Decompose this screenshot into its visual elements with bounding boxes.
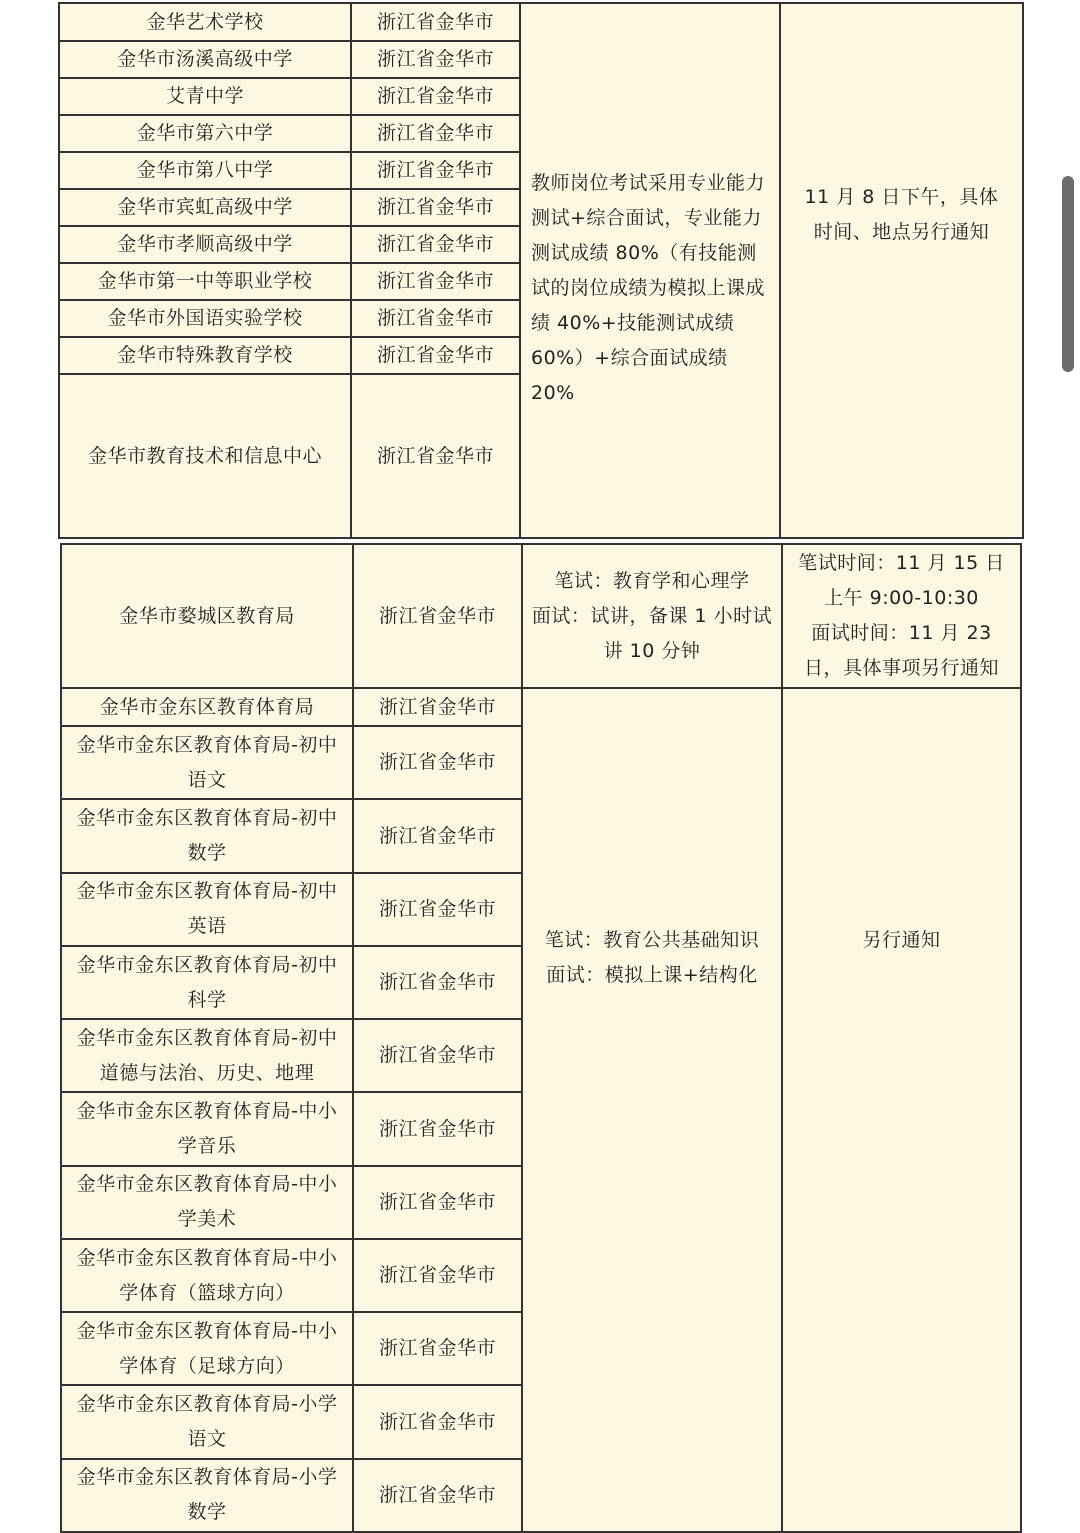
exam-time-cell: 11 月 8 日下午，具体时间、地点另行通知 (780, 3, 1023, 538)
institution-location: 浙江省金华市 (353, 1385, 522, 1458)
exam-method-cell: 笔试：教育学和心理学 面试：试讲，备课 1 小时试讲 10 分钟 (522, 544, 782, 688)
institution-name: 金华市外国语实验学校 (59, 300, 351, 337)
institution-name: 金华市金东区教育体育局-小学数学 (61, 1459, 353, 1532)
institution-location: 浙江省金华市 (351, 115, 520, 152)
institution-location: 浙江省金华市 (353, 1019, 522, 1092)
institution-name: 金华市教育技术和信息中心 (59, 374, 351, 538)
institution-location: 浙江省金华市 (351, 3, 520, 41)
institution-name: 金华艺术学校 (59, 3, 351, 41)
exam-time-cell: 另行通知 (782, 688, 1021, 1532)
institution-location: 浙江省金华市 (353, 544, 522, 688)
institution-location: 浙江省金华市 (353, 946, 522, 1019)
institution-location: 浙江省金华市 (351, 263, 520, 300)
institution-name: 金华市金东区教育体育局-小学语文 (61, 1385, 353, 1458)
institution-location: 浙江省金华市 (351, 300, 520, 337)
exam-method-cell: 笔试：教育公共基础知识 面试：模拟上课+结构化 (522, 688, 782, 1532)
institution-location: 浙江省金华市 (353, 1166, 522, 1239)
institution-location: 浙江省金华市 (351, 226, 520, 263)
institution-name: 金华市金东区教育体育局-中小学美术 (61, 1166, 353, 1239)
exam-time-cell: 笔试时间：11 月 15 日上午 9:00-10:30 面试时间：11 月 23 日，具体事项另行通知 (782, 544, 1021, 688)
institution-location: 浙江省金华市 (353, 726, 522, 799)
institution-location: 浙江省金华市 (353, 1312, 522, 1385)
table-row (61, 544, 1021, 688)
table-row (61, 688, 1021, 726)
institution-location: 浙江省金华市 (353, 873, 522, 946)
institution-name: 金华市金东区教育体育局-中小学体育（足球方向） (61, 1312, 353, 1385)
institution-name: 金华市孝顺高级中学 (59, 226, 351, 263)
institution-name: 金华市宾虹高级中学 (59, 189, 351, 226)
institution-location: 浙江省金华市 (353, 1092, 522, 1165)
institution-location: 浙江省金华市 (351, 189, 520, 226)
institution-location: 浙江省金华市 (351, 41, 520, 78)
institution-name: 金华市金东区教育体育局-初中数学 (61, 799, 353, 872)
institution-name: 金华市特殊教育学校 (59, 337, 351, 374)
vertical-scrollbar[interactable] (1062, 176, 1074, 372)
institution-name: 金华市第一中等职业学校 (59, 263, 351, 300)
institution-location: 浙江省金华市 (351, 337, 520, 374)
institution-location: 浙江省金华市 (353, 1239, 522, 1312)
upper-schedule-table (58, 2, 1024, 539)
lower-schedule-table (60, 543, 1022, 1533)
institution-name: 金华市金东区教育体育局 (61, 688, 353, 726)
institution-location: 浙江省金华市 (351, 374, 520, 538)
institution-location: 浙江省金华市 (351, 152, 520, 189)
institution-location: 浙江省金华市 (353, 1459, 522, 1532)
institution-name: 金华市第八中学 (59, 152, 351, 189)
institution-name: 金华市金东区教育体育局-初中英语 (61, 873, 353, 946)
institution-name: 金华市第六中学 (59, 115, 351, 152)
institution-location: 浙江省金华市 (353, 688, 522, 726)
institution-name: 金华市金东区教育体育局-初中道德与法治、历史、地理 (61, 1019, 353, 1092)
institution-name: 金华市金东区教育体育局-初中语文 (61, 726, 353, 799)
institution-name: 艾青中学 (59, 78, 351, 115)
exam-method-cell: 教师岗位考试采用专业能力测试+综合面试，专业能力测试成绩 80%（有技能测试的岗位成绩为模拟上课成绩 40%+技能测试成绩 60%）+综合面试成绩 20% (520, 3, 780, 538)
institution-location: 浙江省金华市 (351, 78, 520, 115)
institution-name: 金华市汤溪高级中学 (59, 41, 351, 78)
table-row (59, 3, 1023, 41)
institution-name: 金华市金东区教育体育局-中小学体育（篮球方向） (61, 1239, 353, 1312)
institution-name: 金华市金东区教育体育局-中小学音乐 (61, 1092, 353, 1165)
institution-name: 金华市金东区教育体育局-初中科学 (61, 946, 353, 1019)
institution-location: 浙江省金华市 (353, 799, 522, 872)
institution-name: 金华市婺城区教育局 (61, 544, 353, 688)
